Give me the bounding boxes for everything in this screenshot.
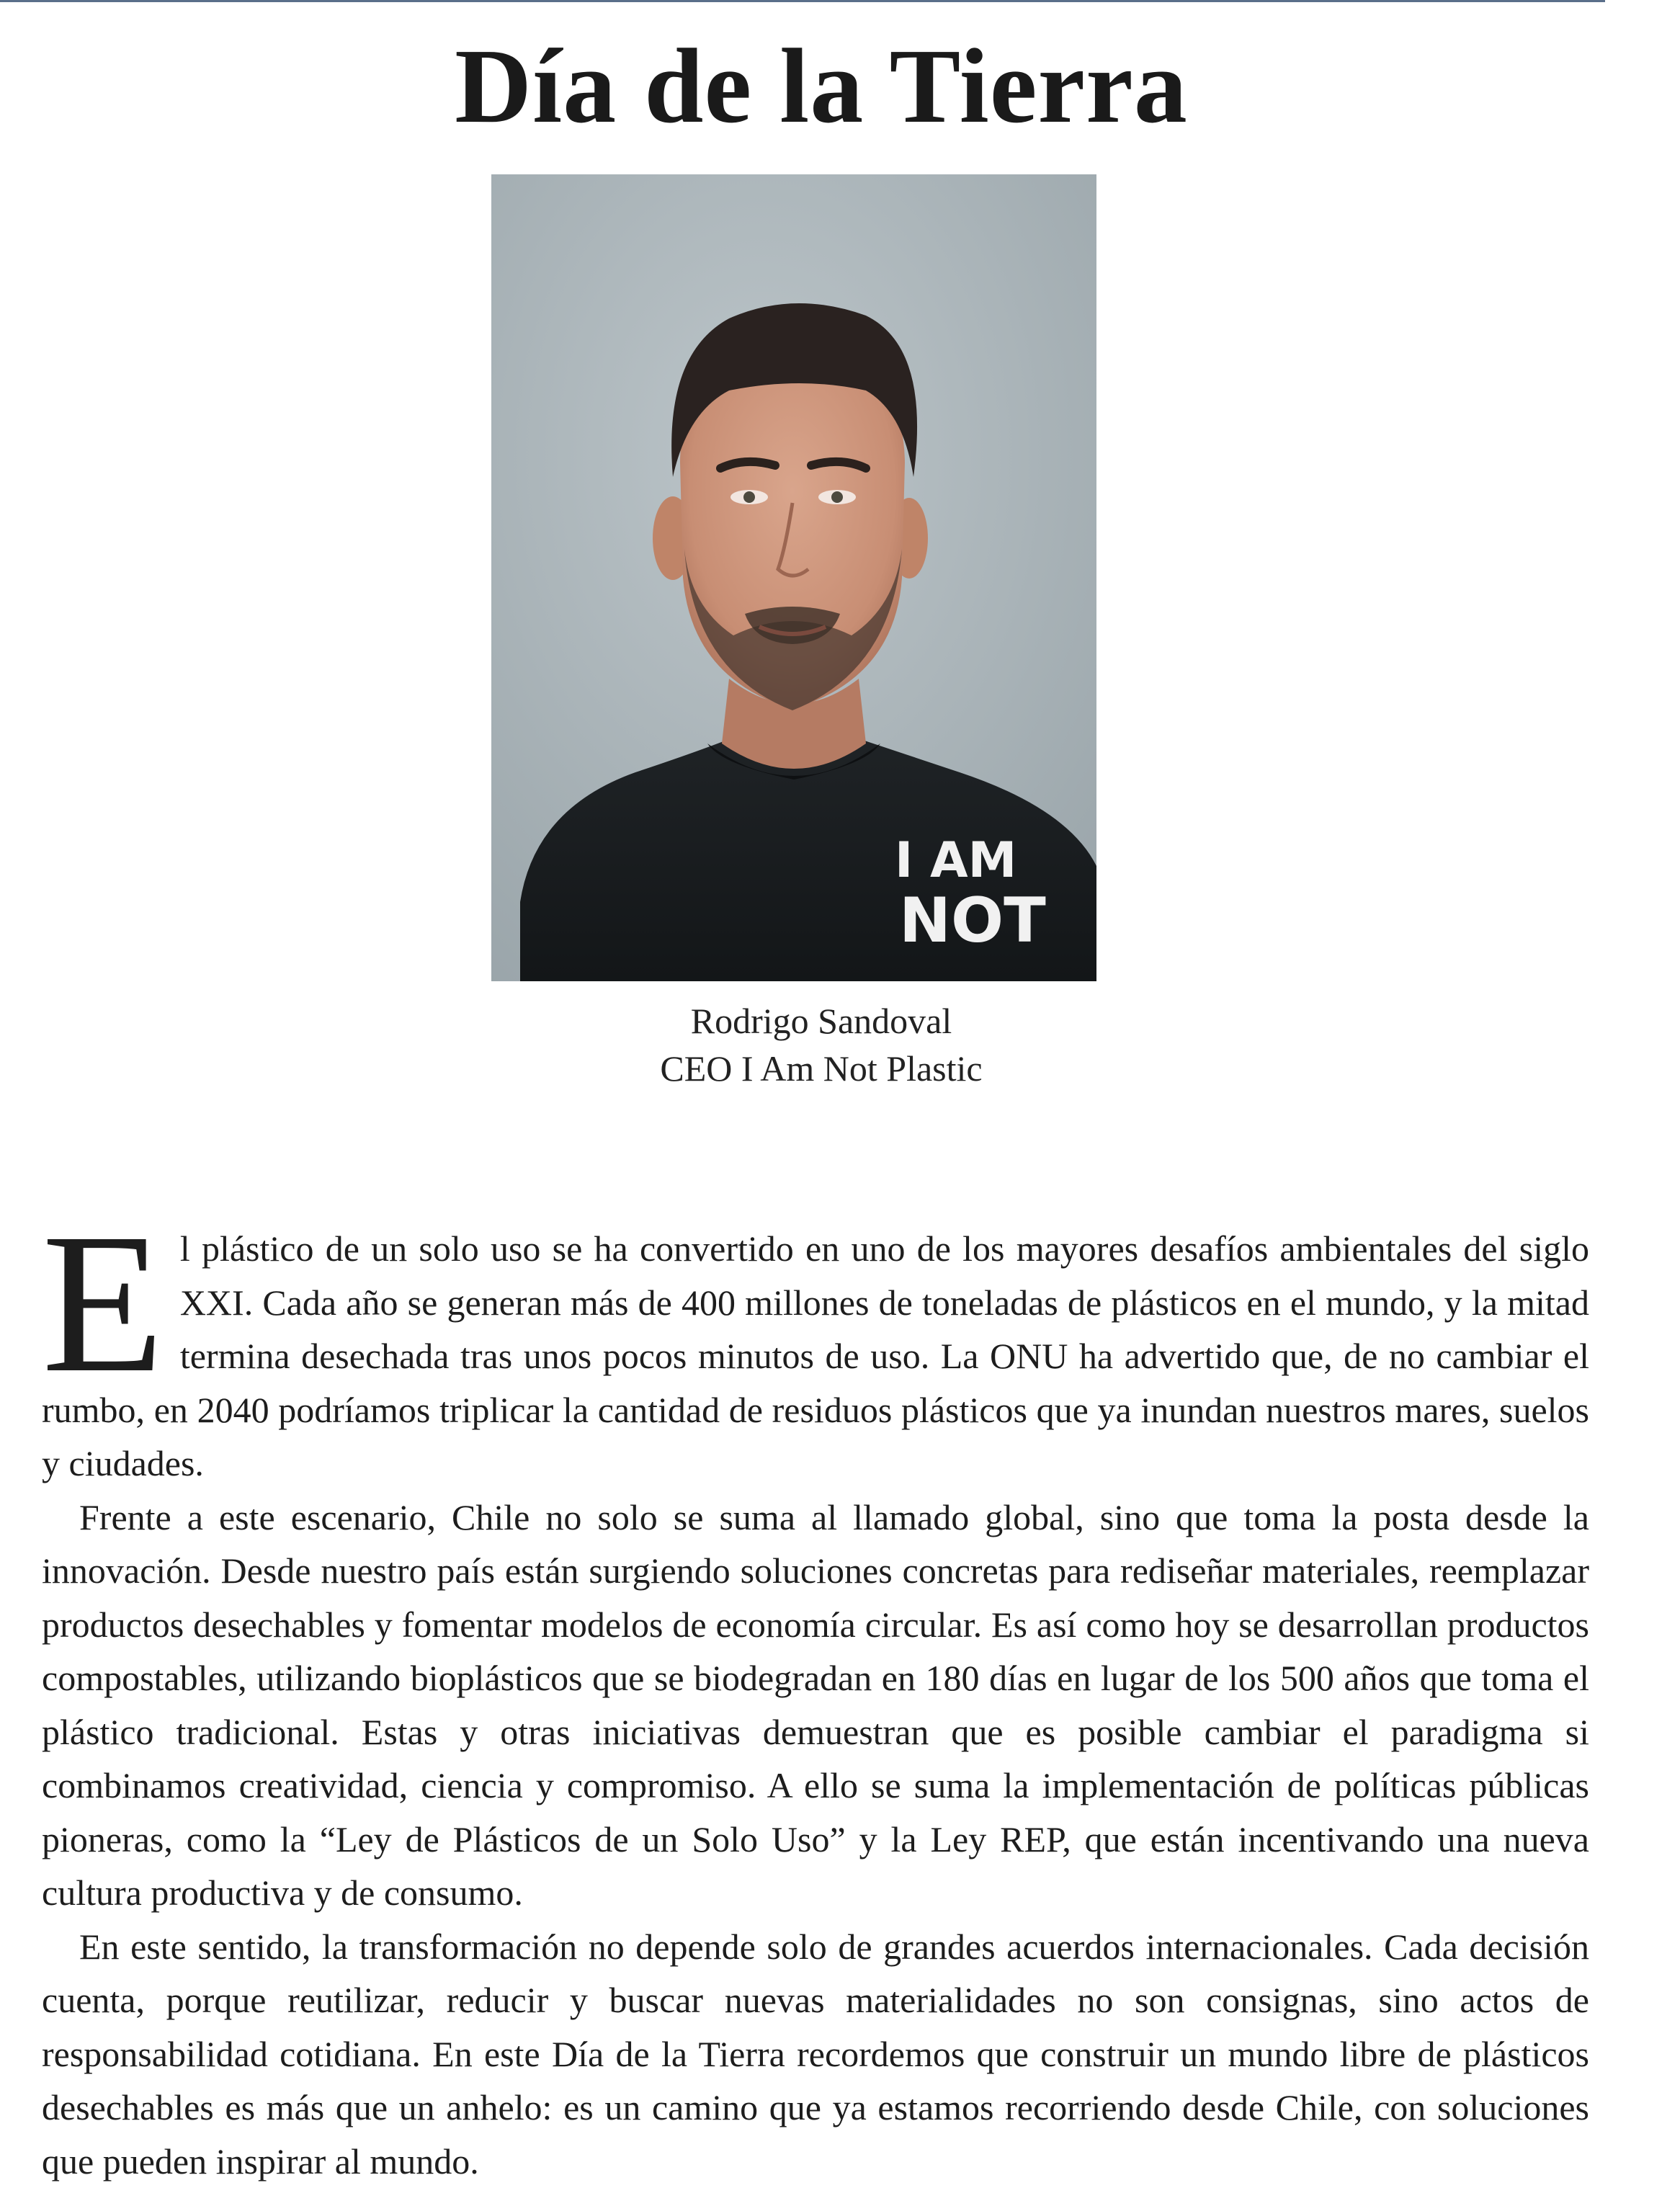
caption-name: Rodrigo Sandoval: [0, 997, 1643, 1045]
paragraph-1-text: l plástico de un solo uso se ha convertido en uno de los mayores desafíos ambientales del siglo XXI. Cada año se generan más de 400 millones de toneladas de plásticos en el mundo, y la mitad termina desechada tras unos pocos minutos de uso. La ONU ha advertido que, de no cambiar el rumbo, en 2040 podríamos triplicar la cantidad de residuos plásticos que ya inundan nuestros mares, suelos y ciudades.: [42, 1228, 1589, 1483]
photo-caption: [0, 997, 1643, 1092]
shirt-text-line2: NOT: [899, 885, 1046, 957]
portrait-photo: [491, 174, 1096, 981]
paragraph-2: Frente a este escenario, Chile no solo se suma al llamado global, sino que toma la posta desde la innovación. Desde nuestro país están surgiendo soluciones concretas para rediseñar materiales, reemplazar productos desechables y fomentar modelos de economía circular. Es así como hoy se desarrollan productos compostables, utilizando bioplásticos que se biodegradan en 180 días en lugar de los 500 años que toma el plástico tradicional. Estas y otras iniciativas demuestran que es posible cambiar el paradigma si combinamos creatividad, ciencia y compromiso. A ello se suma la implementación de políticas públicas pioneras, como la “Ley de Plásticos de un Solo Uso” y la Ley REP, que están incentivando una nueva cultura productiva y de consumo.: [42, 1491, 1589, 1920]
shirt-text-line1: I AM: [895, 832, 1017, 889]
drop-cap: E: [42, 1228, 164, 1379]
article-body: [42, 1222, 1589, 2188]
portrait-illustration: [491, 174, 1096, 981]
paragraph-3: En este sentido, la transformación no depende solo de grandes acuerdos internacionales. Cada decisión cuenta, porque reutilizar, reducir y buscar nuevas materialidades no son consignas, sino actos de responsabilidad cotidiana. En este Día de la Tierra recordemos que construir un mundo libre de plásticos desechables es más que un anhelo: es un camino que ya estamos recorriendo desde Chile, con soluciones que pueden inspirar al mundo.: [42, 1920, 1589, 2188]
caption-role: CEO I Am Not Plastic: [0, 1045, 1643, 1092]
top-rule: [0, 0, 1605, 2]
paragraph-1: [42, 1222, 1589, 1491]
page-title: Día de la Tierra: [0, 29, 1643, 144]
